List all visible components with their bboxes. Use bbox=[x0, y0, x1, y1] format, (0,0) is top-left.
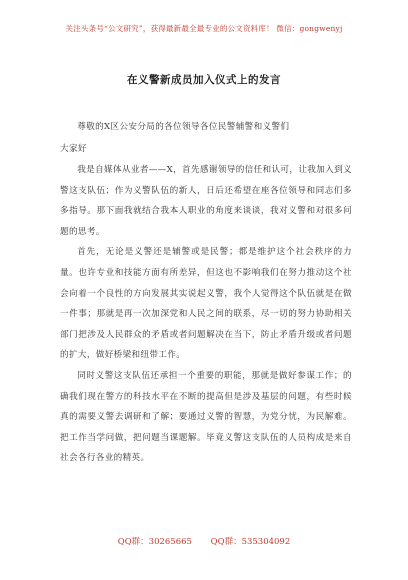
page-title: 在义警新成员加入仪式上的发言 bbox=[127, 74, 281, 86]
salutation bbox=[60, 116, 352, 160]
paragraph: 我是自媒体从业者——X，首先感谢领导的信任和认可，让我加入到义警这支队伍；作为义警队伍的新人，日后还希望在座各位领导和同志们多多指导。那下面我就结合我本人职业的角度来谈谈，我对义警和对很多问题的思考。 bbox=[60, 165, 352, 237]
greeting-line: 大家好 bbox=[60, 144, 87, 154]
qq-group-2: QQ群：535304092 bbox=[210, 537, 291, 547]
paragraph: 首先，无论是义警还是辅警或是民警；都是维护这个社会秩序的力量。也许专业和技能方面有所差异，但这也不影响我们在努力推动这个社会向着一个良性的方向发展其实说起义警，我个人觉得这个队伍就是在做一件事；那就是再一次加深党和人民之间的联系，尽一切的努力协助相关部门把涉及人民群众的矛盾或者问题解决在当下，防止矛盾升级或者问题的扩大，做好桥梁和纽带工作。 bbox=[60, 247, 352, 361]
header-banner: 关注头条号“公文研究”，获得最新最全最专业的公文资料库！ 微信：gongwenyj bbox=[65, 24, 343, 33]
footer-contact bbox=[0, 535, 408, 547]
salutation-line: 尊敬的X区公安分局的各位领导各位民警辅警和义警们 bbox=[77, 122, 290, 132]
qq-group-1: QQ群：30265665 bbox=[117, 537, 192, 547]
body-text bbox=[60, 160, 352, 469]
paragraph: 同时义警这支队伍还承担一个重要的职能，那就是做好参谋工作；的确我们现在警方的科技水平在不断的提高但是涉及基层的问题，有些时候真的需要义警去调研和了解；要通过义警的智慧，为党分忧，为民解难。把工作当学问做，把问题当课题解。毕竟义警这支队伍的人员构成是来自社会各行各业的精英。 bbox=[60, 370, 352, 464]
